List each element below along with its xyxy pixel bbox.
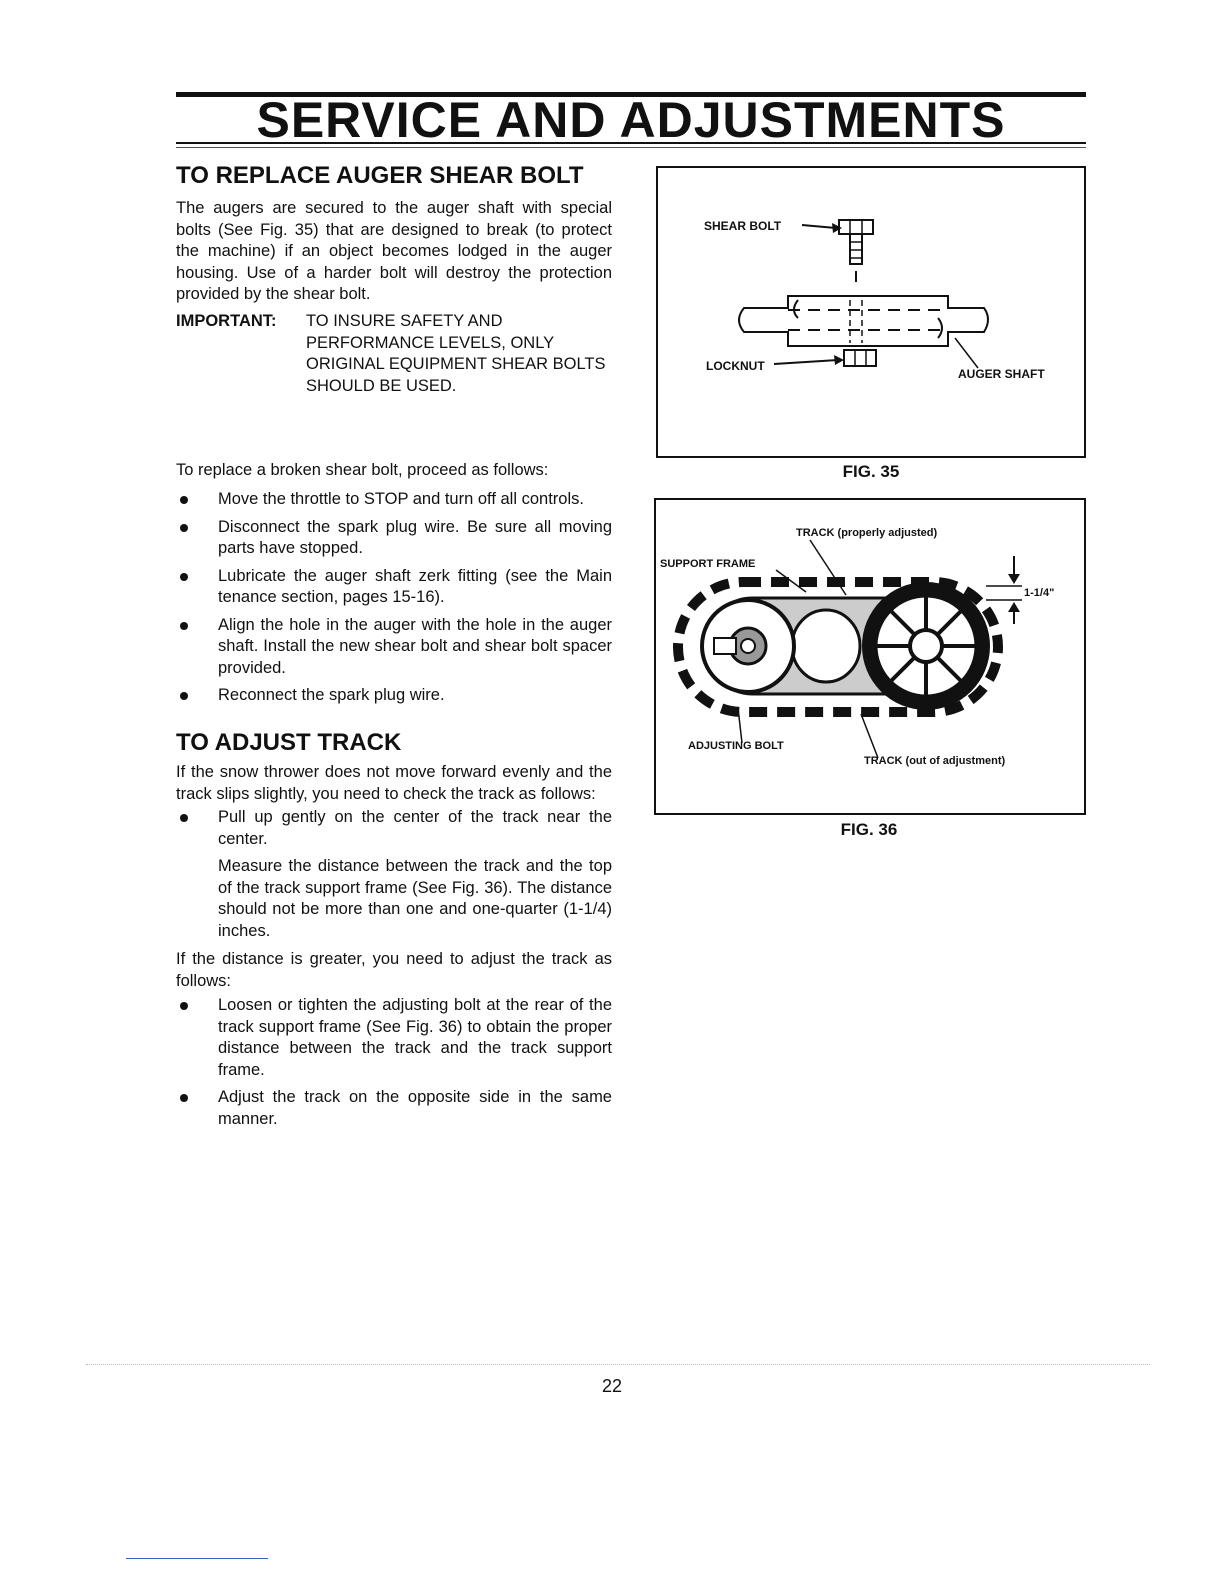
check-steps (176, 807, 612, 856)
bullet-icon (180, 622, 188, 630)
important-text: TO INSURE SAFETY AND PERFORMANCE LEVELS, ONLY ORIGINAL EQUIPMENT SHEAR BOLTS SHOULD BE USED. (306, 312, 606, 395)
label-track-adjusted: TRACK (properly adjusted) (796, 527, 938, 539)
bullet-icon (180, 1094, 188, 1102)
bullet-icon (180, 524, 188, 532)
section-heading-shear-bolt: TO REPLACE AUGER SHEAR BOLT (176, 162, 584, 189)
label-auger-shaft: AUGER SHAFT (958, 367, 1045, 381)
page-title: SERVICE AND ADJUSTMENTS (256, 92, 1006, 148)
adjust-track-intro: If the snow thrower does not move forward evenly and the track slips slightly, you need to check the track as follows: (176, 763, 612, 803)
bullet-icon (180, 496, 188, 504)
label-shear-bolt: SHEAR BOLT (704, 219, 782, 233)
label-track-out: TRACK (out of adjustment) (864, 755, 1006, 767)
bullet-icon (180, 692, 188, 700)
important-note (176, 311, 612, 397)
adjust-steps (176, 995, 612, 1136)
figure-36 (654, 498, 1086, 815)
list-item: Reconnect the spark plug wire. (176, 685, 612, 707)
title-rule-bottom (176, 142, 1086, 144)
label-measurement: 1-1/4" (1024, 587, 1055, 599)
list-item: Loosen or tighten the adjusting bolt at the rear of the track support frame (See Fig. 36) to obtain the proper distance between the track and the track support frame. (176, 995, 612, 1081)
figure-36-caption: FIG. 36 (840, 820, 898, 839)
title-rule-bottom-thin (176, 147, 1086, 148)
footer-divider (86, 1364, 1150, 1365)
bullet-icon (180, 814, 188, 822)
list-item: Disconnect the spark plug wire. Be sure all moving parts have stopped. (176, 517, 612, 560)
figure-35-caption: FIG. 35 (842, 462, 900, 481)
label-support-frame: SUPPORT FRAME (660, 558, 756, 570)
page-number: 22 (601, 1376, 623, 1396)
list-item: Move the throttle to STOP and turn off all controls. (176, 489, 612, 511)
bullet-icon (180, 1002, 188, 1010)
list-item: Pull up gently on the center of the track near the center. (176, 807, 612, 850)
list-item: Adjust the track on the opposite side in the same manner. (176, 1087, 612, 1130)
list-item: Lubricate the auger shaft zerk fitting (see the Main tenance section, pages 15-16). (176, 566, 612, 609)
shear-bolt-intro: The augers are secured to the auger shaft with special bolts (See Fig. 35) that are designed to break (to protect the machine) if an object becomes lodged in the auger housing. Use of a harder bolt will destroy the protection provided by the shear bolt. (176, 199, 612, 303)
list-item: Align the hole in the auger with the hole in the auger shaft. Install the new shear bolt and shear bolt spacer provided. (176, 615, 612, 680)
measure-text: Measure the distance between the track and the top of the track support frame (See Fig. 36). The distance should not be more than one and one-quarter (1-1/4) inches. (218, 857, 612, 940)
important-label: IMPORTANT: (176, 312, 277, 330)
footer-link-underline (126, 1558, 268, 1559)
bullet-icon (180, 573, 188, 581)
label-locknut: LOCKNUT (706, 359, 765, 373)
shear-bolt-diagram (658, 168, 1084, 456)
greater-text: If the distance is greater, you need to adjust the track as follows: (176, 950, 612, 990)
measure-block (176, 856, 612, 942)
section-heading-adjust-track: TO ADJUST TRACK (176, 729, 402, 756)
steps-intro: To replace a broken shear bolt, proceed as follows: (176, 461, 549, 479)
label-adjusting-bolt: ADJUSTING BOLT (688, 740, 784, 752)
shear-bolt-steps (176, 489, 612, 713)
figure-35 (656, 166, 1086, 458)
